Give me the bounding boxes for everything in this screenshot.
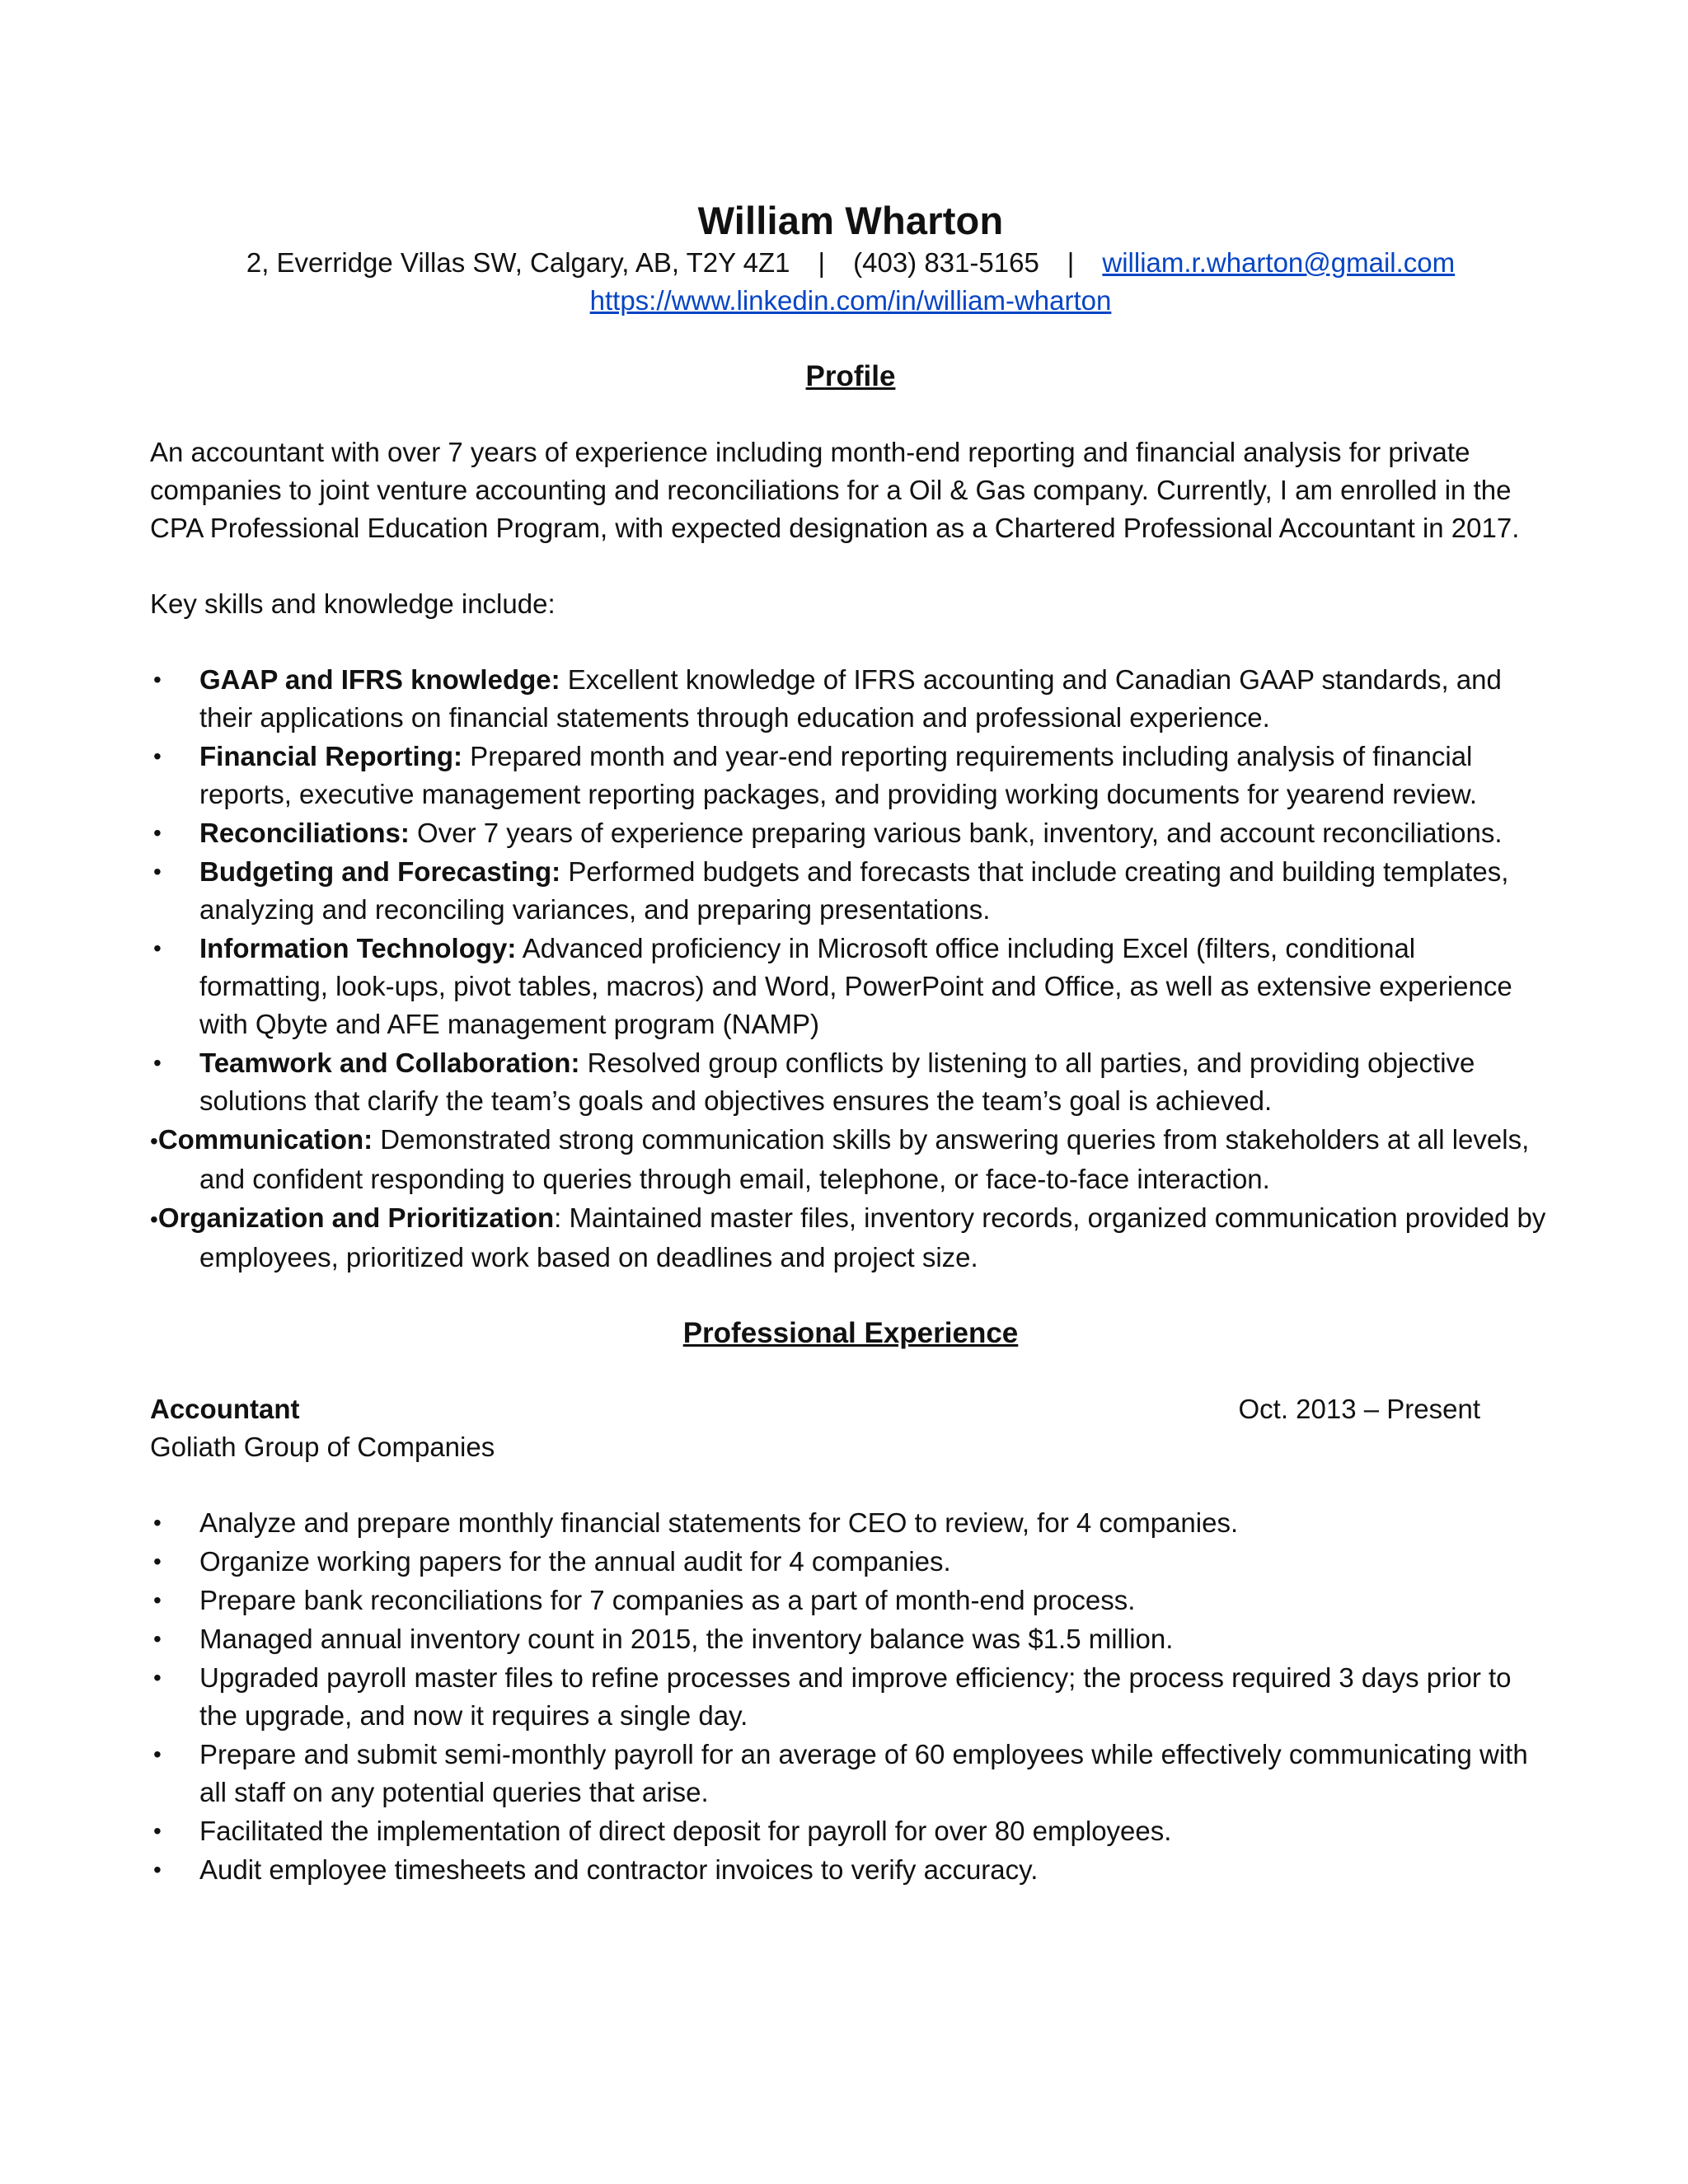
skill-label: Financial Reporting: xyxy=(199,741,463,771)
bullet-glyph: • xyxy=(153,1741,162,1767)
skill-text: Demonstrated strong communication skills by answering queries from stakeholders at all levels, and confident responding to queries through email, telephone, or face-to-face interaction. xyxy=(199,1124,1530,1194)
skill-label: Communication: xyxy=(157,1124,373,1155)
bullet-glyph: • xyxy=(153,859,162,884)
list-item xyxy=(150,1582,1551,1619)
duty-text: Facilitated the implementation of direct deposit for payroll for over 80 employees. xyxy=(199,1816,1172,1846)
skills-list xyxy=(150,661,1551,1277)
job-title: Accountant xyxy=(150,1394,300,1424)
skills-intro: Key skills and knowledge include: xyxy=(150,588,556,619)
skill-text: : Maintained master files, inventory records, organized communication provided by employees, prioritized work based on deadlines and project size. xyxy=(199,1202,1546,1272)
skill-text: Over 7 years of experience preparing various bank, inventory, and account reconciliations. xyxy=(409,818,1503,848)
bullet-glyph: • xyxy=(153,1050,162,1076)
bullet-glyph: • xyxy=(153,935,162,961)
address: 2, Everridge Villas SW, Calgary, AB, T2Y 4Z1 xyxy=(246,247,790,278)
list-item xyxy=(150,930,1551,1043)
skill-label: Organization and Prioritization xyxy=(157,1202,555,1233)
email-link[interactable]: william.r.wharton@gmail.com xyxy=(1102,247,1456,278)
skill-text: Performed budgets and forecasts that include creating and building templates, analyzing and reconciling variances, and preparing presentations. xyxy=(199,856,1509,925)
list-item xyxy=(150,1044,1551,1120)
bullet-glyph: • xyxy=(153,1857,162,1882)
phone-number: (403) 831-5165 xyxy=(853,247,1039,278)
duty-text: Prepare bank reconciliations for 7 companies as a part of month-end process. xyxy=(199,1585,1136,1615)
list-item xyxy=(150,853,1551,929)
bullet-glyph: • xyxy=(153,667,162,692)
bullet-glyph: • xyxy=(153,820,162,846)
bullet-glyph: • xyxy=(153,1510,162,1535)
list-item xyxy=(150,661,1551,737)
company-name: Goliath Group of Companies xyxy=(150,1432,495,1462)
profile-heading: Profile xyxy=(805,360,896,392)
list-item xyxy=(150,1620,1551,1658)
list-item xyxy=(150,814,1551,852)
duty-text: Organize working papers for the annual audit for 4 companies. xyxy=(199,1546,951,1577)
bullet-glyph: • xyxy=(153,1549,162,1574)
bullet-glyph: • xyxy=(153,743,162,769)
skill-text: Advanced proficiency in Microsoft office including Excel (filters, conditional formatting, look-ups, pivot tables, macros) and Word, PowerPoint and Office, as well as extensive experience with Qbyte and AFE management program (NAMP) xyxy=(199,933,1512,1039)
skill-text: Prepared month and year-end reporting requirements including analysis of financial reports, executive management reporting packages, and providing working documents for yearend review. xyxy=(199,741,1478,809)
duties-list xyxy=(150,1504,1551,1889)
list-item xyxy=(150,1851,1551,1889)
duty-text: Audit employee timesheets and contractor invoices to verify accuracy. xyxy=(199,1854,1039,1885)
bullet-glyph: • xyxy=(153,1587,162,1613)
list-item xyxy=(150,738,1551,813)
list-item xyxy=(150,1504,1551,1542)
resume-page xyxy=(150,198,1551,1890)
spacer xyxy=(150,623,1551,661)
contact-separator: | xyxy=(818,247,826,278)
profile-summary: An accountant with over 7 years of experience including month-end reporting and financial analysis for private companies to joint venture accounting and reconciliations for a Oil & Gas company. Currently, I am enrolled in the CPA Professional Education Program, with expected designation as a Chartered Professional Accountant in 2017. xyxy=(150,437,1520,543)
spacer xyxy=(150,1466,1551,1504)
skill-label: GAAP and IFRS knowledge: xyxy=(199,664,560,695)
skill-label: Teamwork and Collaboration: xyxy=(199,1047,580,1078)
job-header xyxy=(150,1390,1551,1428)
spacer xyxy=(150,547,1551,585)
candidate-name: William Wharton xyxy=(697,199,1004,242)
skill-label: Information Technology: xyxy=(199,933,517,963)
duty-text: Analyze and prepare monthly financial statements for CEO to review, for 4 companies. xyxy=(199,1507,1239,1538)
bullet-glyph: • xyxy=(153,1665,162,1690)
skill-text: Excellent knowledge of IFRS accounting and Canadian GAAP standards, and their applications on financial statements through education and professional experience. xyxy=(199,664,1502,733)
bullet-glyph: • xyxy=(150,1128,158,1154)
duty-text: Upgraded payroll master files to refine processes and improve efficiency; the process required 3 days prior to the upgrade, and now it requires a single day. xyxy=(199,1662,1512,1731)
skill-label: Budgeting and Forecasting: xyxy=(199,856,561,887)
duty-text: Managed annual inventory count in 2015, the inventory balance was $1.5 million. xyxy=(199,1624,1174,1654)
skill-label: Reconciliations: xyxy=(199,818,410,848)
duty-text: Prepare and submit semi-monthly payroll for an average of 60 employees while effectively communicating with all staff on any potential queries that arise. xyxy=(199,1739,1528,1807)
bullet-glyph: • xyxy=(153,1626,162,1652)
job-dates: Oct. 2013 – Present xyxy=(1238,1394,1480,1424)
bullet-glyph: • xyxy=(153,1818,162,1844)
list-item xyxy=(150,1121,1551,1198)
skill-text: Resolved group conflicts by listening to all parties, and providing objective solutions that clarify the team’s goals and objectives ensures the team’s goal is achieved. xyxy=(199,1047,1475,1116)
bullet-glyph: • xyxy=(150,1207,158,1232)
list-item xyxy=(150,1659,1551,1735)
list-item xyxy=(150,1812,1551,1850)
list-item xyxy=(150,1543,1551,1581)
contact-line xyxy=(150,244,1551,282)
linkedin-link[interactable]: https://www.linkedin.com/in/william-wharton xyxy=(589,285,1112,316)
list-item xyxy=(150,1199,1551,1277)
experience-heading: Professional Experience xyxy=(682,1317,1019,1349)
list-item xyxy=(150,1736,1551,1811)
linkedin-line xyxy=(150,282,1551,320)
contact-separator: | xyxy=(1067,247,1075,278)
